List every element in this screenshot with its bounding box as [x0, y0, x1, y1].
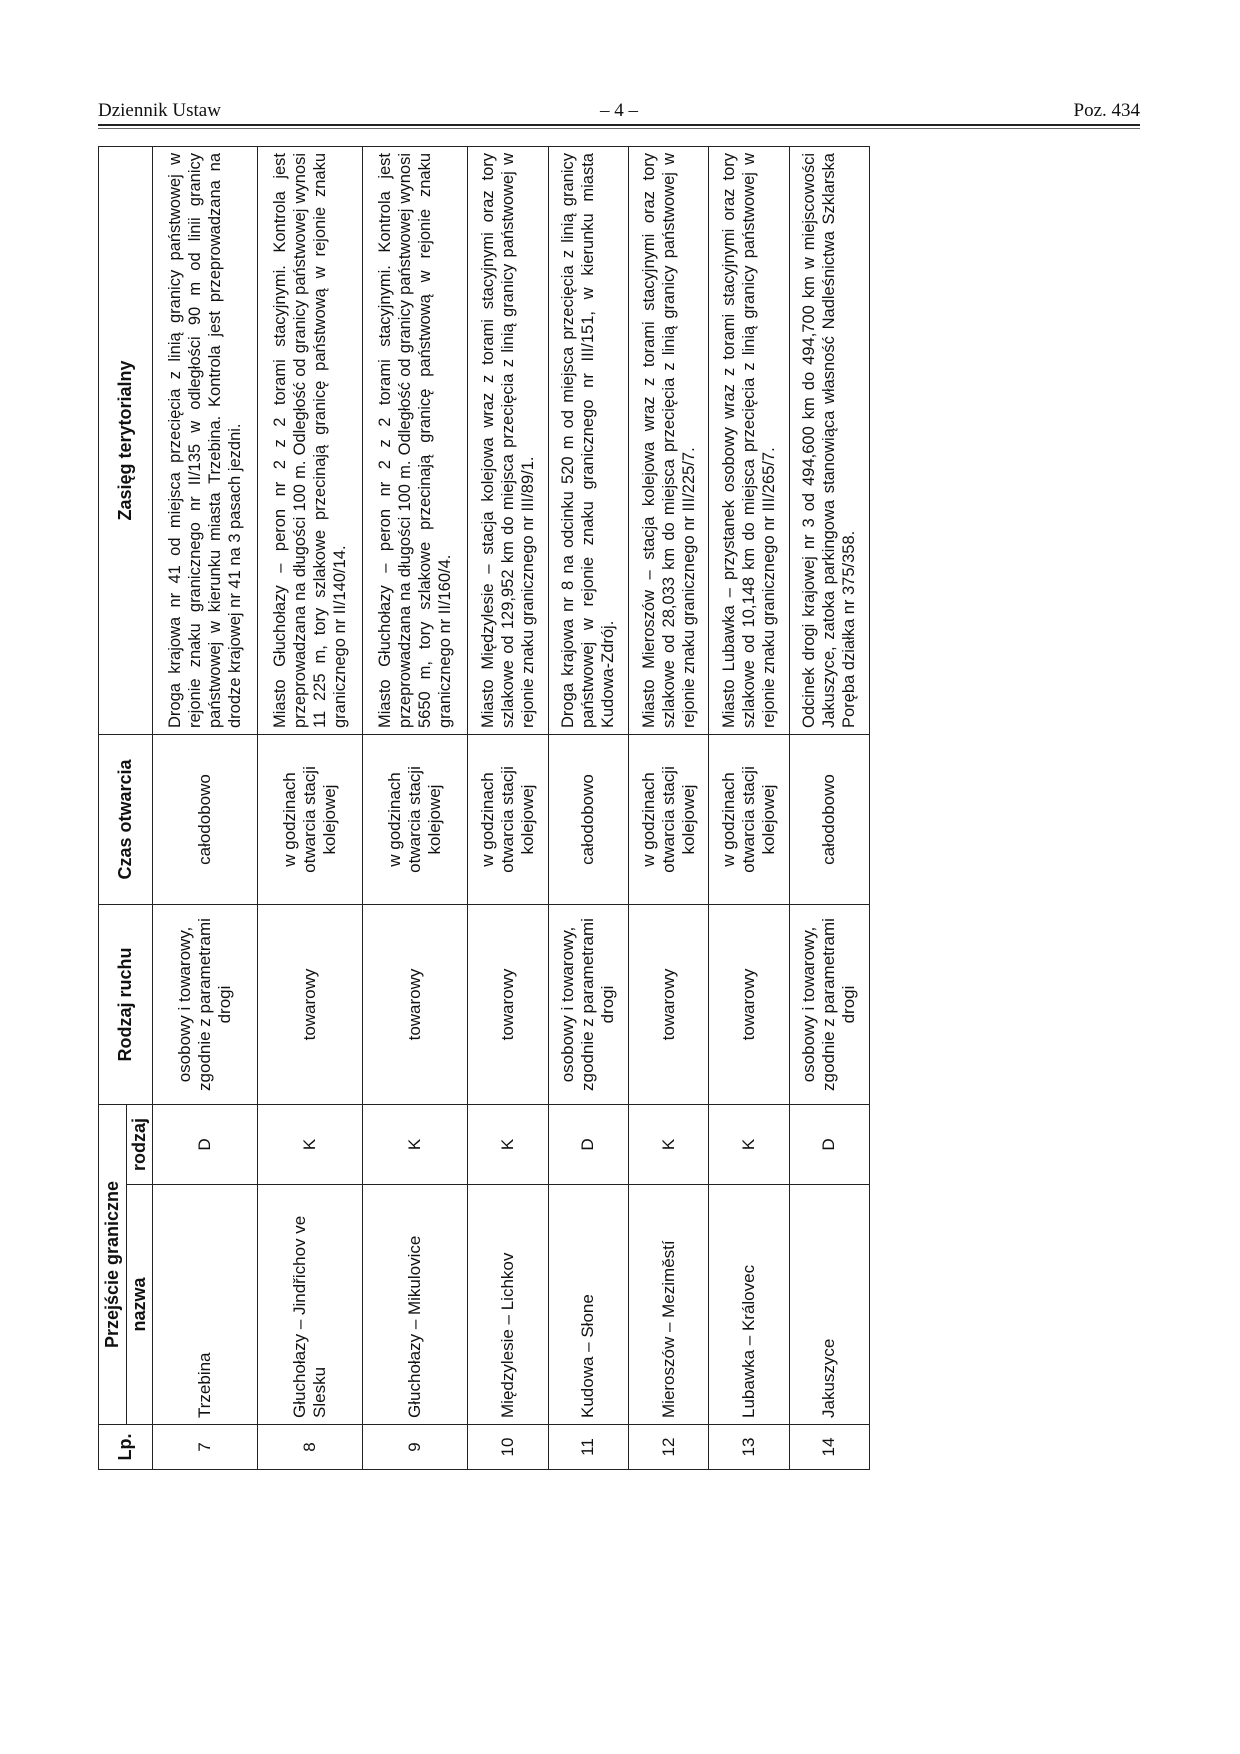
table-row — [709, 147, 789, 1470]
row-rodzaj: K — [709, 1105, 789, 1185]
row-nazwa: Trzebina — [153, 1185, 258, 1425]
row-czas-otwarcia: w godzinach otwarcia stacji kolejowej — [258, 735, 363, 905]
table-row — [628, 147, 708, 1470]
row-lp: 12 — [628, 1425, 708, 1470]
row-rodzaj-ruchu: osobowy i towarowy, zgodnie z parametrami drogi — [548, 905, 628, 1105]
row-czas-otwarcia: całodobowo — [548, 735, 628, 905]
table-row — [153, 147, 258, 1470]
row-lp: 7 — [153, 1425, 258, 1470]
row-rodzaj-ruchu: towarowy — [363, 905, 468, 1105]
row-rodzaj-ruchu: osobowy i towarowy, zgodnie z parametrami drogi — [789, 905, 869, 1105]
row-czas-otwarcia: w godzinach otwarcia stacji kolejowej — [628, 735, 708, 905]
row-zasieg: Miasto Głuchołazy – peron nr 2 z 2 torami stacyjnymi. Kontrola jest przeprowadzana na długości 100 m. Odległość od granicy państwowej wynosi 11 225 m, tory szlakowe przecinają granicę państwową w rejonie znaku granicznego nr II/140/14. — [258, 147, 363, 735]
row-nazwa: Jakuszyce — [789, 1185, 869, 1425]
row-rodzaj: K — [363, 1105, 468, 1185]
row-lp: 9 — [363, 1425, 468, 1470]
header-przejscie: Przejście graniczne — [99, 1105, 127, 1425]
row-nazwa: Mieroszów – Meziměstí — [628, 1185, 708, 1425]
row-nazwa: Głuchołazy – Mikulovice — [363, 1185, 468, 1425]
row-zasieg: Miasto Głuchołazy – peron nr 2 z 2 torami stacyjnymi. Kontrola jest przeprowadzana na długości 100 m. Odległość od granicy państwowej wynosi 5650 m, tory szlakowe przecinają granicę państwową w rejonie znaku granicznego nr II/160/4. — [363, 147, 468, 735]
row-zasieg: Miasto Mieroszów – stacja kolejowa wraz z torami stacyjnymi oraz tory szlakowe od 28,033 km do miejsca przecięcia z linią granicy państwowej w rejonie znaku granicznego nr III/225/7. — [628, 147, 708, 735]
row-czas-otwarcia: całodobowo — [153, 735, 258, 905]
header-row — [99, 147, 127, 1470]
row-zasieg: Miasto Międzylesie – stacja kolejowa wraz z torami stacyjnymi oraz tory szlakowe od 129,952 km do miejsca przecięcia z linią granicy państwowej w rejonie znaku granicznego nr III/89/1. — [468, 147, 548, 735]
row-nazwa: Kudowa – Słone — [548, 1185, 628, 1425]
border-crossings-table — [98, 146, 870, 1470]
row-nazwa: Międzylesie – Lichkov — [468, 1185, 548, 1425]
row-rodzaj: K — [468, 1105, 548, 1185]
row-czas-otwarcia: w godzinach otwarcia stacji kolejowej — [363, 735, 468, 905]
row-rodzaj: K — [628, 1105, 708, 1185]
row-rodzaj-ruchu: towarowy — [628, 905, 708, 1105]
row-zasieg: Droga krajowa nr 41 od miejsca przecięcia z linią granicy państwowej w rejonie znaku granicznego nr II/135 w odległości 90 m od linii granicy państwowej w kierunku miasta Trzebina. Kontrola jest przeprowadzana na drodze krajowej nr 41 na 3 pasach jezdni. — [153, 147, 258, 735]
header-rule — [98, 124, 1140, 126]
row-czas-otwarcia: całodobowo — [789, 735, 869, 905]
header-rule-thin — [98, 128, 1140, 129]
row-rodzaj: D — [548, 1105, 628, 1185]
row-czas-otwarcia: w godzinach otwarcia stacji kolejowej — [709, 735, 789, 905]
row-lp: 10 — [468, 1425, 548, 1470]
table-row — [258, 147, 363, 1470]
header-rodzaj: rodzaj — [127, 1105, 153, 1185]
journal-title: Dziennik Ustaw — [98, 100, 221, 121]
row-zasieg: Droga krajowa nr 8 na odcinku 520 m od miejsca przecięcia z linią granicy państwowej w rejonie znaku granicznego nr III/151, w kierunku miasta Kudowa-Zdrój. — [548, 147, 628, 735]
table-row — [789, 147, 869, 1470]
row-rodzaj-ruchu: towarowy — [468, 905, 548, 1105]
row-czas-otwarcia: w godzinach otwarcia stacji kolejowej — [468, 735, 548, 905]
row-lp: 14 — [789, 1425, 869, 1470]
row-rodzaj-ruchu: towarowy — [709, 905, 789, 1105]
header-czas-otwarcia: Czas otwarcia — [99, 735, 153, 905]
row-lp: 11 — [548, 1425, 628, 1470]
row-nazwa: Głuchołazy – Jindřichov ve Slesku — [258, 1185, 363, 1425]
table-row — [548, 147, 628, 1470]
row-nazwa: Lubawka – Královec — [709, 1185, 789, 1425]
row-rodzaj: K — [258, 1105, 363, 1185]
header-rodzaj-ruchu: Rodzaj ruchu — [99, 905, 153, 1105]
row-zasieg: Miasto Lubawka – przystanek osobowy wraz z torami stacyjnymi oraz tory szlakowe od 10,148 km do miejsca przecięcia z linią granicy państwowej w rejonie znaku granicznego nr III/265/7. — [709, 147, 789, 735]
row-rodzaj: D — [153, 1105, 258, 1185]
row-rodzaj: D — [789, 1105, 869, 1185]
rotated-table-container — [98, 147, 870, 1470]
row-rodzaj-ruchu: towarowy — [258, 905, 363, 1105]
row-lp: 13 — [709, 1425, 789, 1470]
row-lp: 8 — [258, 1425, 363, 1470]
header-zasieg: Zasięg terytorialny — [99, 147, 153, 735]
table-row — [363, 147, 468, 1470]
position-number: Poz. 434 — [1073, 100, 1140, 121]
row-zasieg: Odcinek drogi krajowej nr 3 od 494,600 km do 494,700 km w miejscowości Jakuszyce, zatoka parkingowa stanowiąca własność Nadleśnictwa Szklarska Poręba działka nr 375/358. — [789, 147, 869, 735]
page-header — [98, 100, 1140, 124]
table-row — [468, 147, 548, 1470]
row-rodzaj-ruchu: osobowy i towarowy, zgodnie z parametrami drogi — [153, 905, 258, 1105]
header-lp: Lp. — [99, 1425, 153, 1470]
page-number: – 4 – — [600, 100, 638, 121]
header-nazwa: nazwa — [127, 1185, 153, 1425]
